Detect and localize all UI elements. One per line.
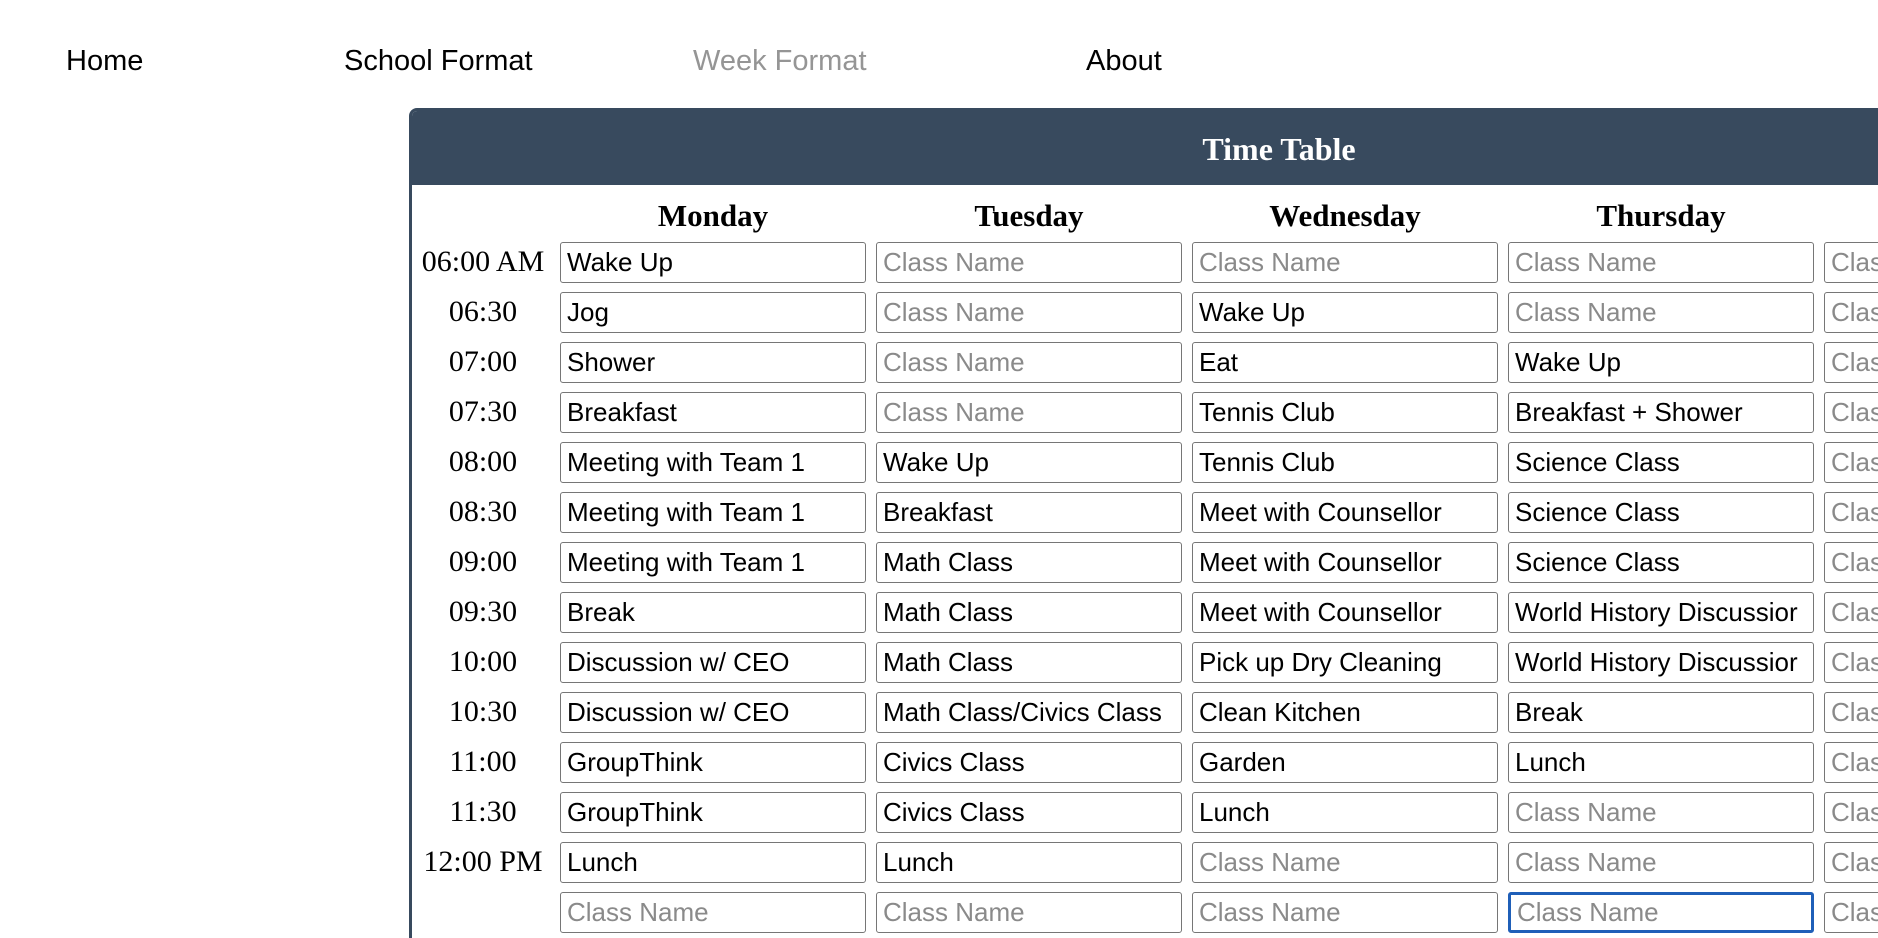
schedule-cell-input[interactable] [1824, 242, 1878, 283]
time-label: 07:30 [448, 395, 518, 428]
schedule-cell-input[interactable] [876, 592, 1182, 633]
schedule-cell-input[interactable] [1824, 792, 1878, 833]
time-label: 09:00 [448, 545, 518, 578]
top-nav [0, 0, 1878, 100]
schedule-cell-input[interactable] [1824, 392, 1878, 433]
schedule-cell-input[interactable] [876, 292, 1182, 333]
day-header-monday: Monday [657, 198, 769, 233]
schedule-cell-input[interactable] [1508, 642, 1814, 683]
time-label: 08:30 [448, 495, 518, 528]
schedule-cell-input[interactable] [1508, 842, 1814, 883]
schedule-cell-input[interactable] [1508, 542, 1814, 583]
time-label: 12:00 PM [423, 845, 543, 878]
schedule-cell-input[interactable] [1192, 542, 1498, 583]
schedule-cell-input[interactable] [876, 642, 1182, 683]
nav-home-link[interactable]: Home [66, 45, 144, 77]
time-label: 11:30 [449, 795, 517, 828]
schedule-cell-input[interactable] [1508, 442, 1814, 483]
schedule-cell-input[interactable] [876, 392, 1182, 433]
time-label: 08:00 [448, 445, 518, 478]
schedule-cell-input[interactable] [1824, 642, 1878, 683]
schedule-cell-input[interactable] [560, 542, 866, 583]
schedule-cell-input[interactable] [1192, 442, 1498, 483]
schedule-cell-input[interactable] [1192, 742, 1498, 783]
schedule-cell-input[interactable] [1824, 342, 1878, 383]
schedule-cell-input[interactable] [560, 892, 866, 933]
schedule-cell-input[interactable] [1824, 742, 1878, 783]
schedule-cell-input[interactable] [876, 542, 1182, 583]
schedule-cell-input[interactable] [1824, 692, 1878, 733]
schedule-cell-input[interactable] [1192, 692, 1498, 733]
nav-about-link[interactable]: About [1086, 45, 1162, 77]
schedule-cell-input[interactable] [1192, 242, 1498, 283]
nav-week-format-link[interactable]: Week Format [693, 45, 867, 77]
schedule-cell-input[interactable] [1824, 592, 1878, 633]
schedule-cell-input[interactable] [560, 292, 866, 333]
schedule-cell-input[interactable] [1192, 392, 1498, 433]
schedule-cell-input[interactable] [1192, 342, 1498, 383]
time-label: 10:30 [448, 695, 518, 728]
timetable-title: Time Table [1202, 131, 1356, 167]
schedule-cell-input[interactable] [1824, 292, 1878, 333]
day-header-wednesday: Wednesday [1269, 198, 1421, 233]
day-header-thursday: Thursday [1596, 198, 1726, 233]
schedule-cell-input[interactable] [1192, 592, 1498, 633]
schedule-cell-input[interactable] [876, 842, 1182, 883]
time-label: 10:00 [448, 645, 518, 678]
schedule-cell-input[interactable] [876, 442, 1182, 483]
day-header-tuesday: Tuesday [974, 198, 1084, 233]
schedule-cell-input[interactable] [560, 792, 866, 833]
schedule-cell-input[interactable] [1192, 842, 1498, 883]
schedule-cell-input[interactable] [1508, 242, 1814, 283]
schedule-cell-input[interactable] [1508, 892, 1814, 933]
schedule-cell-input[interactable] [1508, 792, 1814, 833]
time-label: 11:00 [449, 745, 517, 778]
schedule-cell-input[interactable] [1508, 392, 1814, 433]
schedule-cell-input[interactable] [1508, 692, 1814, 733]
time-label: 06:30 [448, 295, 518, 328]
schedule-cell-input[interactable] [1192, 892, 1498, 933]
schedule-cell-input[interactable] [1824, 842, 1878, 883]
schedule-cell-input[interactable] [1824, 542, 1878, 583]
schedule-cell-input[interactable] [1508, 342, 1814, 383]
schedule-cell-input[interactable] [560, 342, 866, 383]
schedule-cell-input[interactable] [560, 842, 866, 883]
schedule-cell-input[interactable] [876, 742, 1182, 783]
schedule-cell-input[interactable] [876, 342, 1182, 383]
schedule-cell-input[interactable] [560, 392, 866, 433]
schedule-cell-input[interactable] [560, 642, 866, 683]
schedule-cell-input[interactable] [560, 592, 866, 633]
time-label: 09:30 [448, 595, 518, 628]
schedule-cell-input[interactable] [560, 492, 866, 533]
nav-school-format-link[interactable]: School Format [344, 45, 533, 77]
schedule-cell-input[interactable] [876, 492, 1182, 533]
schedule-cell-input[interactable] [1824, 442, 1878, 483]
schedule-cell-input[interactable] [1192, 792, 1498, 833]
schedule-cell-input[interactable] [1508, 742, 1814, 783]
schedule-cell-input[interactable] [560, 742, 866, 783]
schedule-cell-input[interactable] [560, 442, 866, 483]
schedule-cell-input[interactable] [876, 792, 1182, 833]
schedule-cell-input[interactable] [1192, 292, 1498, 333]
schedule-cell-input[interactable] [876, 242, 1182, 283]
time-label: 06:00 AM [421, 245, 545, 278]
schedule-cell-input[interactable] [560, 692, 866, 733]
schedule-cell-input[interactable] [1192, 492, 1498, 533]
schedule-cell-input[interactable] [876, 692, 1182, 733]
timetable-header [412, 111, 1878, 185]
schedule-cell-input[interactable] [560, 242, 866, 283]
schedule-cell-input[interactable] [1508, 292, 1814, 333]
schedule-cell-input[interactable] [1508, 492, 1814, 533]
schedule-cell-input[interactable] [876, 892, 1182, 933]
schedule-cell-input[interactable] [1192, 642, 1498, 683]
schedule-cell-input[interactable] [1508, 592, 1814, 633]
schedule-cell-input[interactable] [1824, 492, 1878, 533]
schedule-cell-input[interactable] [1824, 892, 1878, 933]
time-label: 07:00 [448, 345, 518, 378]
